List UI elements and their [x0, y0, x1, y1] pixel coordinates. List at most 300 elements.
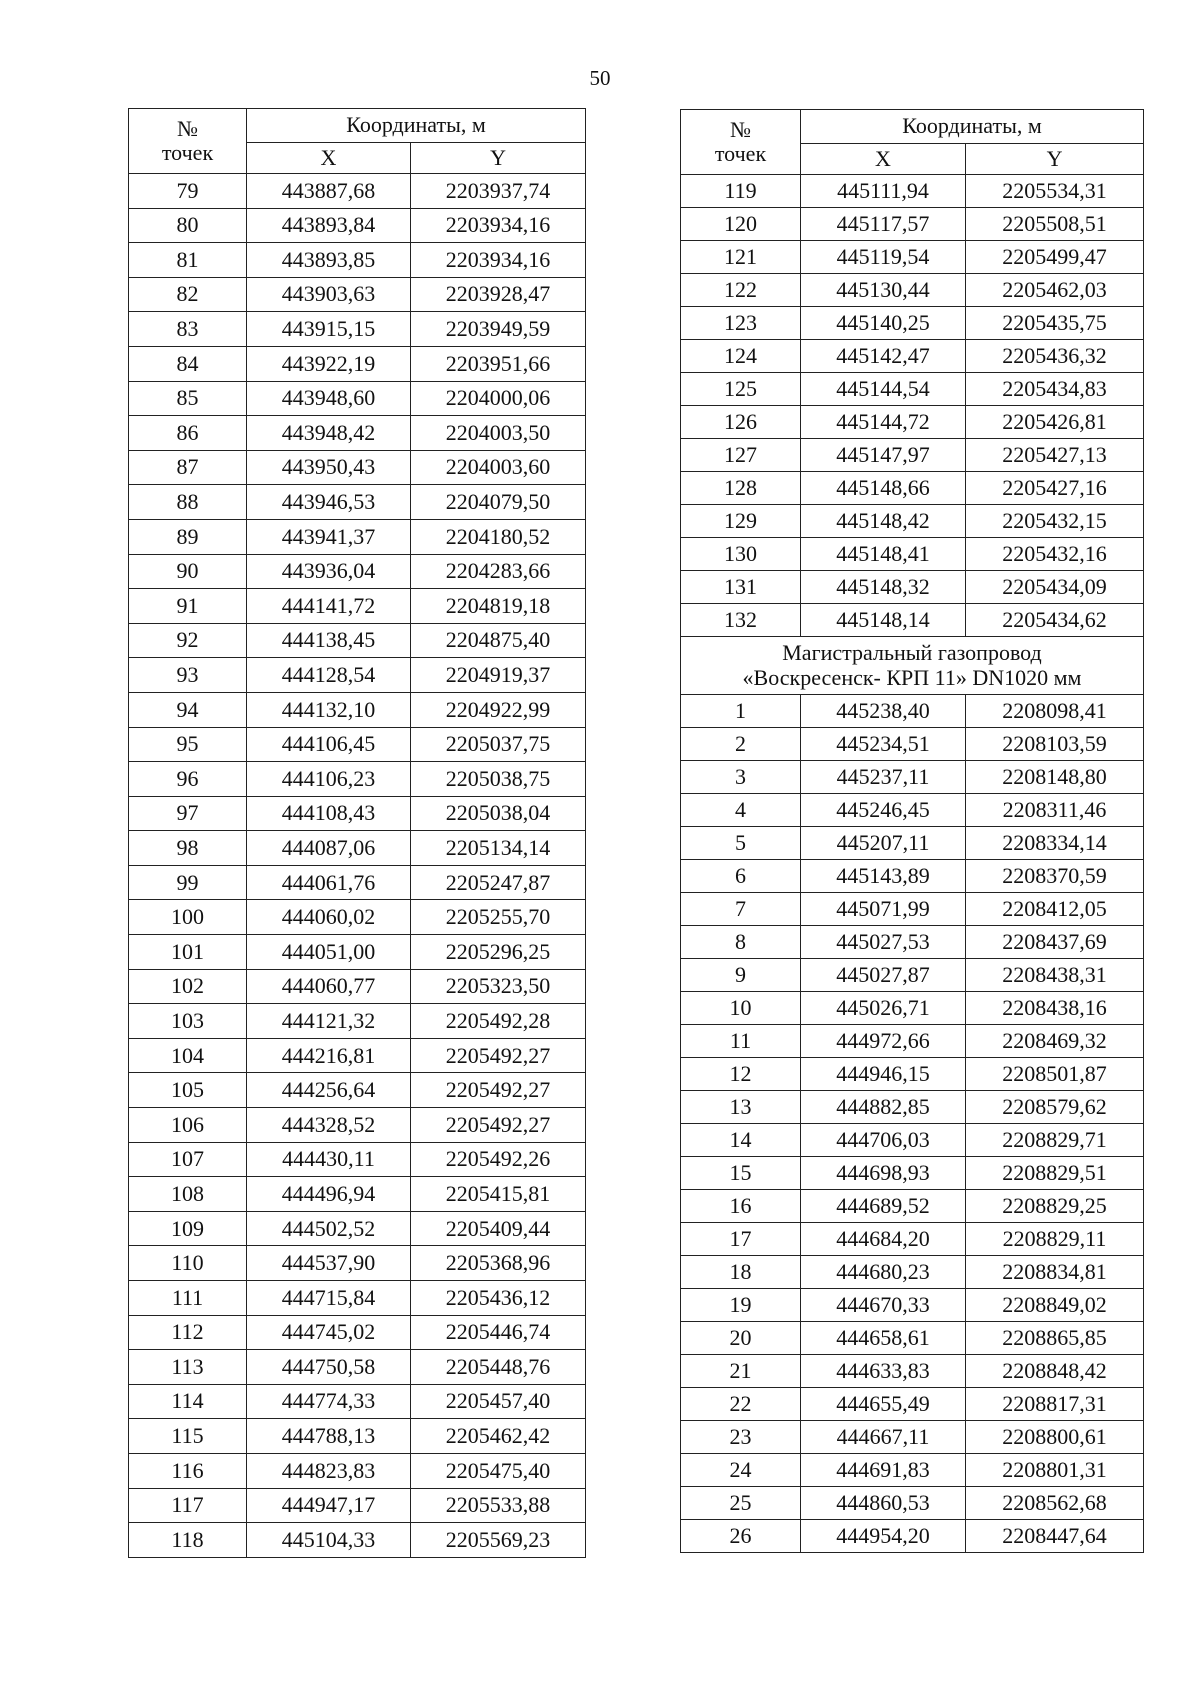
- x-coordinate-cell: 444061,76: [247, 865, 411, 900]
- y-coordinate-cell: 2204180,52: [411, 519, 586, 554]
- x-coordinate-cell: 445143,89: [801, 860, 966, 893]
- point-number-cell: 99: [129, 865, 247, 900]
- x-coordinate-cell: 444537,90: [247, 1246, 411, 1281]
- point-number-cell: 131: [681, 571, 801, 604]
- point-number-cell: 108: [129, 1177, 247, 1212]
- point-number-cell: 109: [129, 1211, 247, 1246]
- table-row: [129, 935, 586, 970]
- y-coordinate-cell: 2208800,61: [966, 1421, 1144, 1454]
- point-number-cell: 97: [129, 796, 247, 831]
- point-number-cell: 125: [681, 373, 801, 406]
- table-row: [681, 373, 1144, 406]
- x-coordinate-cell: 444108,43: [247, 796, 411, 831]
- table-row: [129, 796, 586, 831]
- x-coordinate-cell: 443941,37: [247, 519, 411, 554]
- header-y: Y: [411, 143, 586, 174]
- header-points-word: точек: [161, 140, 214, 165]
- point-number-cell: 17: [681, 1223, 801, 1256]
- table-row: [129, 1488, 586, 1523]
- x-coordinate-cell: 444141,72: [247, 589, 411, 624]
- x-coordinate-cell: 444060,77: [247, 969, 411, 1004]
- x-coordinate-cell: 443893,84: [247, 208, 411, 243]
- y-coordinate-cell: 2205296,25: [411, 935, 586, 970]
- y-coordinate-cell: 2208412,05: [966, 893, 1144, 926]
- table-row: [129, 381, 586, 416]
- x-coordinate-cell: 445238,40: [801, 695, 966, 728]
- table-row: [129, 865, 586, 900]
- y-coordinate-cell: 2208849,02: [966, 1289, 1144, 1322]
- point-number-cell: 9: [681, 959, 801, 992]
- point-number-cell: 16: [681, 1190, 801, 1223]
- y-coordinate-cell: 2208447,64: [966, 1520, 1144, 1553]
- point-number-cell: 93: [129, 658, 247, 693]
- x-coordinate-cell: 444496,94: [247, 1177, 411, 1212]
- table-row: [129, 727, 586, 762]
- x-coordinate-cell: 444947,17: [247, 1488, 411, 1523]
- x-coordinate-cell: 444121,32: [247, 1004, 411, 1039]
- y-coordinate-cell: 2205323,50: [411, 969, 586, 1004]
- point-number-cell: 15: [681, 1157, 801, 1190]
- point-number-cell: 79: [129, 174, 247, 209]
- y-coordinate-cell: 2205409,44: [411, 1211, 586, 1246]
- table-row: [681, 208, 1144, 241]
- point-number-cell: 120: [681, 208, 801, 241]
- section-title: [681, 637, 1144, 695]
- y-coordinate-cell: 2208829,25: [966, 1190, 1144, 1223]
- table-row: [129, 1523, 586, 1558]
- header-coordinates: Координаты, м: [247, 109, 586, 143]
- x-coordinate-cell: 445144,54: [801, 373, 966, 406]
- point-number-cell: 19: [681, 1289, 801, 1322]
- table-row: [129, 900, 586, 935]
- table-row: [129, 416, 586, 451]
- x-coordinate-cell: 444774,33: [247, 1384, 411, 1419]
- point-number-cell: 6: [681, 860, 801, 893]
- x-coordinate-cell: 444256,64: [247, 1073, 411, 1108]
- table-row: [129, 1350, 586, 1385]
- y-coordinate-cell: 2208311,46: [966, 794, 1144, 827]
- y-coordinate-cell: 2204283,66: [411, 554, 586, 589]
- table-row: [681, 1157, 1144, 1190]
- y-coordinate-cell: 2204000,06: [411, 381, 586, 416]
- table-row: [129, 692, 586, 727]
- header-number-sign: №: [730, 116, 751, 142]
- table-row: [129, 1038, 586, 1073]
- y-coordinate-cell: 2205492,26: [411, 1142, 586, 1177]
- x-coordinate-cell: 444715,84: [247, 1281, 411, 1316]
- table-row: [129, 1315, 586, 1350]
- x-coordinate-cell: 443936,04: [247, 554, 411, 589]
- point-number-cell: 20: [681, 1322, 801, 1355]
- table-row: [129, 208, 586, 243]
- header-x: X: [247, 143, 411, 174]
- coordinates-table-left: [128, 108, 586, 1558]
- y-coordinate-cell: 2205492,27: [411, 1073, 586, 1108]
- x-coordinate-cell: 444106,23: [247, 762, 411, 797]
- y-coordinate-cell: 2203928,47: [411, 277, 586, 312]
- point-number-cell: 83: [129, 312, 247, 347]
- x-coordinate-cell: 444946,15: [801, 1058, 966, 1091]
- x-coordinate-cell: 445234,51: [801, 728, 966, 761]
- x-coordinate-cell: 444684,20: [801, 1223, 966, 1256]
- point-number-cell: 8: [681, 926, 801, 959]
- table-row: [681, 1256, 1144, 1289]
- x-coordinate-cell: 445130,44: [801, 274, 966, 307]
- x-coordinate-cell: 445148,14: [801, 604, 966, 637]
- x-coordinate-cell: 445071,99: [801, 893, 966, 926]
- y-coordinate-cell: 2205255,70: [411, 900, 586, 935]
- point-number-cell: 88: [129, 485, 247, 520]
- x-coordinate-cell: 444087,06: [247, 831, 411, 866]
- section-row: [681, 637, 1144, 695]
- y-coordinate-cell: 2204079,50: [411, 485, 586, 520]
- point-number-cell: 111: [129, 1281, 247, 1316]
- x-coordinate-cell: 445207,11: [801, 827, 966, 860]
- y-coordinate-cell: 2208370,59: [966, 860, 1144, 893]
- table-row: [681, 1025, 1144, 1058]
- y-coordinate-cell: 2204003,60: [411, 450, 586, 485]
- table-row: [681, 1454, 1144, 1487]
- table-row: [681, 695, 1144, 728]
- y-coordinate-cell: 2204003,50: [411, 416, 586, 451]
- point-number-cell: 90: [129, 554, 247, 589]
- table-row: [129, 658, 586, 693]
- point-number-cell: 87: [129, 450, 247, 485]
- point-number-cell: 96: [129, 762, 247, 797]
- y-coordinate-cell: 2208148,80: [966, 761, 1144, 794]
- point-number-cell: 102: [129, 969, 247, 1004]
- x-coordinate-cell: 445148,66: [801, 472, 966, 505]
- y-coordinate-cell: 2208103,59: [966, 728, 1144, 761]
- point-number-cell: 3: [681, 761, 801, 794]
- table-row: [681, 472, 1144, 505]
- table-row: [681, 893, 1144, 926]
- x-coordinate-cell: 444633,83: [801, 1355, 966, 1388]
- table-row: [681, 175, 1144, 208]
- point-number-cell: 123: [681, 307, 801, 340]
- y-coordinate-cell: 2208437,69: [966, 926, 1144, 959]
- x-coordinate-cell: 444502,52: [247, 1211, 411, 1246]
- table-row: [129, 346, 586, 381]
- point-number-cell: 94: [129, 692, 247, 727]
- table-row: [129, 243, 586, 278]
- point-number-cell: 117: [129, 1488, 247, 1523]
- table-row: [129, 1211, 586, 1246]
- y-coordinate-cell: 2205492,28: [411, 1004, 586, 1039]
- y-coordinate-cell: 2208469,32: [966, 1025, 1144, 1058]
- table-row: [129, 174, 586, 209]
- point-number-cell: 25: [681, 1487, 801, 1520]
- point-number-cell: 103: [129, 1004, 247, 1039]
- x-coordinate-cell: 444706,03: [801, 1124, 966, 1157]
- point-number-cell: 21: [681, 1355, 801, 1388]
- table-row: [681, 926, 1144, 959]
- x-coordinate-cell: 445027,53: [801, 926, 966, 959]
- table-row: [681, 538, 1144, 571]
- x-coordinate-cell: 444680,23: [801, 1256, 966, 1289]
- point-number-cell: 80: [129, 208, 247, 243]
- y-coordinate-cell: 2205448,76: [411, 1350, 586, 1385]
- x-coordinate-cell: 444860,53: [801, 1487, 966, 1520]
- y-coordinate-cell: 2208334,14: [966, 827, 1144, 860]
- y-coordinate-cell: 2205426,81: [966, 406, 1144, 439]
- y-coordinate-cell: 2205492,27: [411, 1038, 586, 1073]
- point-number-cell: 107: [129, 1142, 247, 1177]
- x-coordinate-cell: 444106,45: [247, 727, 411, 762]
- x-coordinate-cell: 444658,61: [801, 1322, 966, 1355]
- y-coordinate-cell: 2205427,16: [966, 472, 1144, 505]
- table-row: [681, 1520, 1144, 1553]
- table-row: [129, 1177, 586, 1212]
- table-row: [681, 406, 1144, 439]
- y-coordinate-cell: 2205247,87: [411, 865, 586, 900]
- table-row: [681, 1289, 1144, 1322]
- section-title-line2: «Воскресенск- КРП 11» DN1020 мм: [742, 664, 1082, 690]
- y-coordinate-cell: 2205569,23: [411, 1523, 586, 1558]
- point-number-cell: 115: [129, 1419, 247, 1454]
- y-coordinate-cell: 2205434,83: [966, 373, 1144, 406]
- y-coordinate-cell: 2205434,09: [966, 571, 1144, 604]
- point-number-cell: 7: [681, 893, 801, 926]
- y-coordinate-cell: 2203949,59: [411, 312, 586, 347]
- x-coordinate-cell: 444882,85: [801, 1091, 966, 1124]
- point-number-cell: 91: [129, 589, 247, 624]
- point-number-cell: 86: [129, 416, 247, 451]
- table-row: [129, 1108, 586, 1143]
- x-coordinate-cell: 443948,60: [247, 381, 411, 416]
- y-coordinate-cell: 2205435,75: [966, 307, 1144, 340]
- point-number-cell: 114: [129, 1384, 247, 1419]
- point-number-cell: 10: [681, 992, 801, 1025]
- x-coordinate-cell: 445144,72: [801, 406, 966, 439]
- point-number-cell: 14: [681, 1124, 801, 1157]
- point-number-cell: 106: [129, 1108, 247, 1143]
- y-coordinate-cell: 2203934,16: [411, 208, 586, 243]
- x-coordinate-cell: 445111,94: [801, 175, 966, 208]
- point-number-cell: 101: [129, 935, 247, 970]
- y-coordinate-cell: 2208834,81: [966, 1256, 1144, 1289]
- header-points-word: точек: [714, 141, 767, 166]
- x-coordinate-cell: 444655,49: [801, 1388, 966, 1421]
- point-number-cell: 24: [681, 1454, 801, 1487]
- header-point-number: [681, 110, 801, 175]
- y-coordinate-cell: 2208829,71: [966, 1124, 1144, 1157]
- x-coordinate-cell: 444698,93: [801, 1157, 966, 1190]
- table-row: [681, 604, 1144, 637]
- table-row: [681, 1223, 1144, 1256]
- table-row: [681, 1091, 1144, 1124]
- x-coordinate-cell: 444750,58: [247, 1350, 411, 1385]
- table-row: [681, 1388, 1144, 1421]
- y-coordinate-cell: 2208438,31: [966, 959, 1144, 992]
- y-coordinate-cell: 2205534,31: [966, 175, 1144, 208]
- table-row: [129, 1281, 586, 1316]
- x-coordinate-cell: 444972,66: [801, 1025, 966, 1058]
- x-coordinate-cell: 444670,33: [801, 1289, 966, 1322]
- section-title-line1: Магистральный газопровод: [782, 640, 1042, 666]
- y-coordinate-cell: 2205436,12: [411, 1281, 586, 1316]
- point-number-cell: 22: [681, 1388, 801, 1421]
- y-coordinate-cell: 2205436,32: [966, 340, 1144, 373]
- x-coordinate-cell: 444132,10: [247, 692, 411, 727]
- table-row: [129, 450, 586, 485]
- point-number-cell: 121: [681, 241, 801, 274]
- y-coordinate-cell: 2208829,51: [966, 1157, 1144, 1190]
- table-row: [129, 1142, 586, 1177]
- x-coordinate-cell: 444060,02: [247, 900, 411, 935]
- point-number-cell: 12: [681, 1058, 801, 1091]
- y-coordinate-cell: 2205533,88: [411, 1488, 586, 1523]
- x-coordinate-cell: 444328,52: [247, 1108, 411, 1143]
- x-coordinate-cell: 443950,43: [247, 450, 411, 485]
- table-row: [681, 505, 1144, 538]
- point-number-cell: 92: [129, 623, 247, 658]
- x-coordinate-cell: 444691,83: [801, 1454, 966, 1487]
- x-coordinate-cell: 443893,85: [247, 243, 411, 278]
- table-row: [681, 827, 1144, 860]
- table-row: [129, 1453, 586, 1488]
- x-coordinate-cell: 445117,57: [801, 208, 966, 241]
- coordinates-table-right: [680, 109, 1144, 1553]
- y-coordinate-cell: 2204922,99: [411, 692, 586, 727]
- table-row: [129, 1073, 586, 1108]
- y-coordinate-cell: 2208848,42: [966, 1355, 1144, 1388]
- y-coordinate-cell: 2205427,13: [966, 439, 1144, 472]
- y-coordinate-cell: 2205134,14: [411, 831, 586, 866]
- table-row: [681, 1355, 1144, 1388]
- y-coordinate-cell: 2208098,41: [966, 695, 1144, 728]
- table-row: [129, 762, 586, 797]
- point-number-cell: 127: [681, 439, 801, 472]
- x-coordinate-cell: 444051,00: [247, 935, 411, 970]
- point-number-cell: 11: [681, 1025, 801, 1058]
- point-number-cell: 84: [129, 346, 247, 381]
- x-coordinate-cell: 444823,83: [247, 1453, 411, 1488]
- y-coordinate-cell: 2203951,66: [411, 346, 586, 381]
- table-row: [681, 340, 1144, 373]
- table-row: [129, 589, 586, 624]
- table-row: [681, 728, 1144, 761]
- page-number: 50: [589, 66, 611, 90]
- x-coordinate-cell: 445104,33: [247, 1523, 411, 1558]
- x-coordinate-cell: 445142,47: [801, 340, 966, 373]
- x-coordinate-cell: 445027,87: [801, 959, 966, 992]
- x-coordinate-cell: 445237,11: [801, 761, 966, 794]
- header-number-sign: №: [177, 115, 198, 141]
- x-coordinate-cell: 443887,68: [247, 174, 411, 209]
- y-coordinate-cell: 2208801,31: [966, 1454, 1144, 1487]
- table-row: [129, 1004, 586, 1039]
- point-number-cell: 118: [129, 1523, 247, 1558]
- x-coordinate-cell: 443946,53: [247, 485, 411, 520]
- y-coordinate-cell: 2208817,31: [966, 1388, 1144, 1421]
- point-number-cell: 1: [681, 695, 801, 728]
- x-coordinate-cell: 444128,54: [247, 658, 411, 693]
- point-number-cell: 98: [129, 831, 247, 866]
- x-coordinate-cell: 445246,45: [801, 794, 966, 827]
- header-x: X: [801, 144, 966, 175]
- x-coordinate-cell: 443915,15: [247, 312, 411, 347]
- y-coordinate-cell: 2205499,47: [966, 241, 1144, 274]
- y-coordinate-cell: 2205415,81: [411, 1177, 586, 1212]
- x-coordinate-cell: 445026,71: [801, 992, 966, 1025]
- y-coordinate-cell: 2208579,62: [966, 1091, 1144, 1124]
- y-coordinate-cell: 2205446,74: [411, 1315, 586, 1350]
- y-coordinate-cell: 2204919,37: [411, 658, 586, 693]
- table-row: [681, 307, 1144, 340]
- y-coordinate-cell: 2205475,40: [411, 1453, 586, 1488]
- y-coordinate-cell: 2204819,18: [411, 589, 586, 624]
- table-row: [681, 571, 1144, 604]
- y-coordinate-cell: 2203937,74: [411, 174, 586, 209]
- table-row: [681, 1487, 1144, 1520]
- table-row: [681, 274, 1144, 307]
- x-coordinate-cell: 444430,11: [247, 1142, 411, 1177]
- x-coordinate-cell: 444745,02: [247, 1315, 411, 1350]
- point-number-cell: 128: [681, 472, 801, 505]
- y-coordinate-cell: 2208829,11: [966, 1223, 1144, 1256]
- x-coordinate-cell: 444216,81: [247, 1038, 411, 1073]
- header-point-number: [129, 109, 247, 174]
- table-row: [681, 1190, 1144, 1223]
- x-coordinate-cell: 445148,32: [801, 571, 966, 604]
- header-coordinates: Координаты, м: [801, 110, 1144, 144]
- x-coordinate-cell: 444788,13: [247, 1419, 411, 1454]
- table-row: [681, 1421, 1144, 1454]
- point-number-cell: 100: [129, 900, 247, 935]
- y-coordinate-cell: 2208501,87: [966, 1058, 1144, 1091]
- y-coordinate-cell: 2204875,40: [411, 623, 586, 658]
- x-coordinate-cell: 443903,63: [247, 277, 411, 312]
- y-coordinate-cell: 2205432,16: [966, 538, 1144, 571]
- point-number-cell: 119: [681, 175, 801, 208]
- point-number-cell: 82: [129, 277, 247, 312]
- table-row: [129, 277, 586, 312]
- x-coordinate-cell: 445140,25: [801, 307, 966, 340]
- y-coordinate-cell: 2205037,75: [411, 727, 586, 762]
- point-number-cell: 5: [681, 827, 801, 860]
- x-coordinate-cell: 444667,11: [801, 1421, 966, 1454]
- table-row: [681, 1322, 1144, 1355]
- table-row: [681, 241, 1144, 274]
- table-row: [129, 1419, 586, 1454]
- y-coordinate-cell: 2205462,42: [411, 1419, 586, 1454]
- y-coordinate-cell: 2205038,04: [411, 796, 586, 831]
- y-coordinate-cell: 2205368,96: [411, 1246, 586, 1281]
- point-number-cell: 13: [681, 1091, 801, 1124]
- table-row: [129, 554, 586, 589]
- x-coordinate-cell: 445148,41: [801, 538, 966, 571]
- table-row: [681, 992, 1144, 1025]
- y-coordinate-cell: 2205432,15: [966, 505, 1144, 538]
- point-number-cell: 4: [681, 794, 801, 827]
- header-y: Y: [966, 144, 1144, 175]
- x-coordinate-cell: 444689,52: [801, 1190, 966, 1223]
- point-number-cell: 104: [129, 1038, 247, 1073]
- y-coordinate-cell: 2205457,40: [411, 1384, 586, 1419]
- table-row: [129, 312, 586, 347]
- x-coordinate-cell: 445119,54: [801, 241, 966, 274]
- y-coordinate-cell: 2205508,51: [966, 208, 1144, 241]
- y-coordinate-cell: 2205038,75: [411, 762, 586, 797]
- point-number-cell: 105: [129, 1073, 247, 1108]
- table-row: [129, 969, 586, 1004]
- point-number-cell: 132: [681, 604, 801, 637]
- table-row: [129, 831, 586, 866]
- point-number-cell: 126: [681, 406, 801, 439]
- table-row: [681, 1058, 1144, 1091]
- point-number-cell: 81: [129, 243, 247, 278]
